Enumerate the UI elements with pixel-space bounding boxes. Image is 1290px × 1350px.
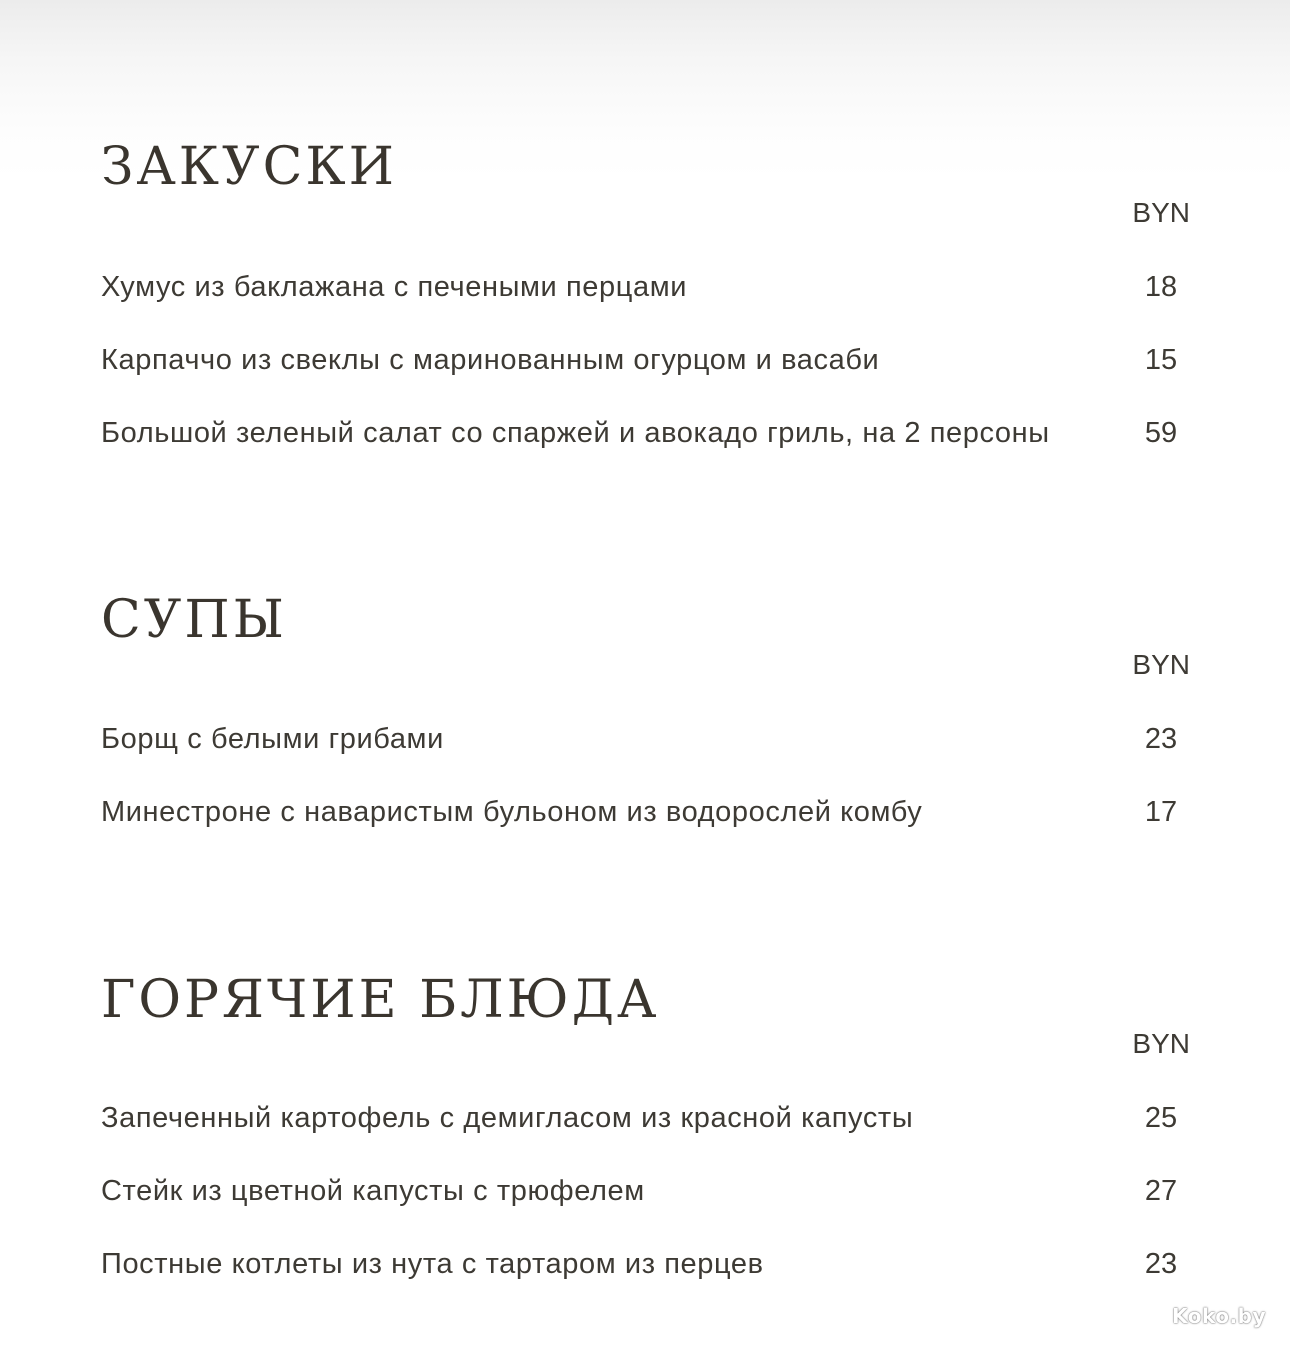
menu-item-price: 23 — [1144, 723, 1178, 755]
menu-item-name: Запеченный картофель с демигласом из красной капусты — [101, 1102, 914, 1134]
menu-item — [0, 719, 1290, 759]
menu-item — [0, 340, 1290, 380]
menu-item — [0, 267, 1290, 307]
menu-item-name: Постные котлеты из нута с тартаром из перцев — [101, 1248, 764, 1280]
menu-item-price: 18 — [1144, 271, 1178, 303]
menu-item — [0, 1171, 1290, 1211]
menu-item-name: Большой зеленый салат со спаржей и авокадо гриль, на 2 персоны — [101, 417, 1050, 449]
menu-item — [0, 1244, 1290, 1284]
currency-label: BYN — [1132, 197, 1190, 228]
menu-item-name: Минестроне с наваристым бульоном из водорослей комбу — [101, 796, 923, 828]
menu-item-price: 59 — [1144, 417, 1178, 449]
currency-label: BYN — [1132, 649, 1190, 680]
menu-item-price: 23 — [1144, 1248, 1178, 1280]
menu-item-price: 15 — [1144, 344, 1178, 376]
menu-item-price: 27 — [1144, 1175, 1178, 1207]
menu-item-name: Карпаччо из свеклы с маринованным огурцом и васаби — [101, 344, 880, 376]
section-title: ЗАКУСКИ — [101, 137, 397, 197]
section-title: СУПЫ — [101, 590, 287, 650]
menu-item-price: 25 — [1144, 1102, 1178, 1134]
watermark: Koko.by — [1172, 1304, 1266, 1328]
menu-item — [0, 792, 1290, 832]
menu-item-name: Борщ с белыми грибами — [101, 723, 444, 755]
currency-label: BYN — [1132, 1028, 1190, 1059]
section-title: ГОРЯЧИЕ БЛЮДА — [101, 970, 660, 1030]
menu-item — [0, 1098, 1290, 1138]
menu-item-name: Стейк из цветной капусты с трюфелем — [101, 1175, 645, 1207]
menu-item-name: Хумус из баклажана с печеными перцами — [101, 271, 688, 303]
menu-item — [0, 413, 1290, 453]
menu-item-price: 17 — [1144, 796, 1178, 828]
